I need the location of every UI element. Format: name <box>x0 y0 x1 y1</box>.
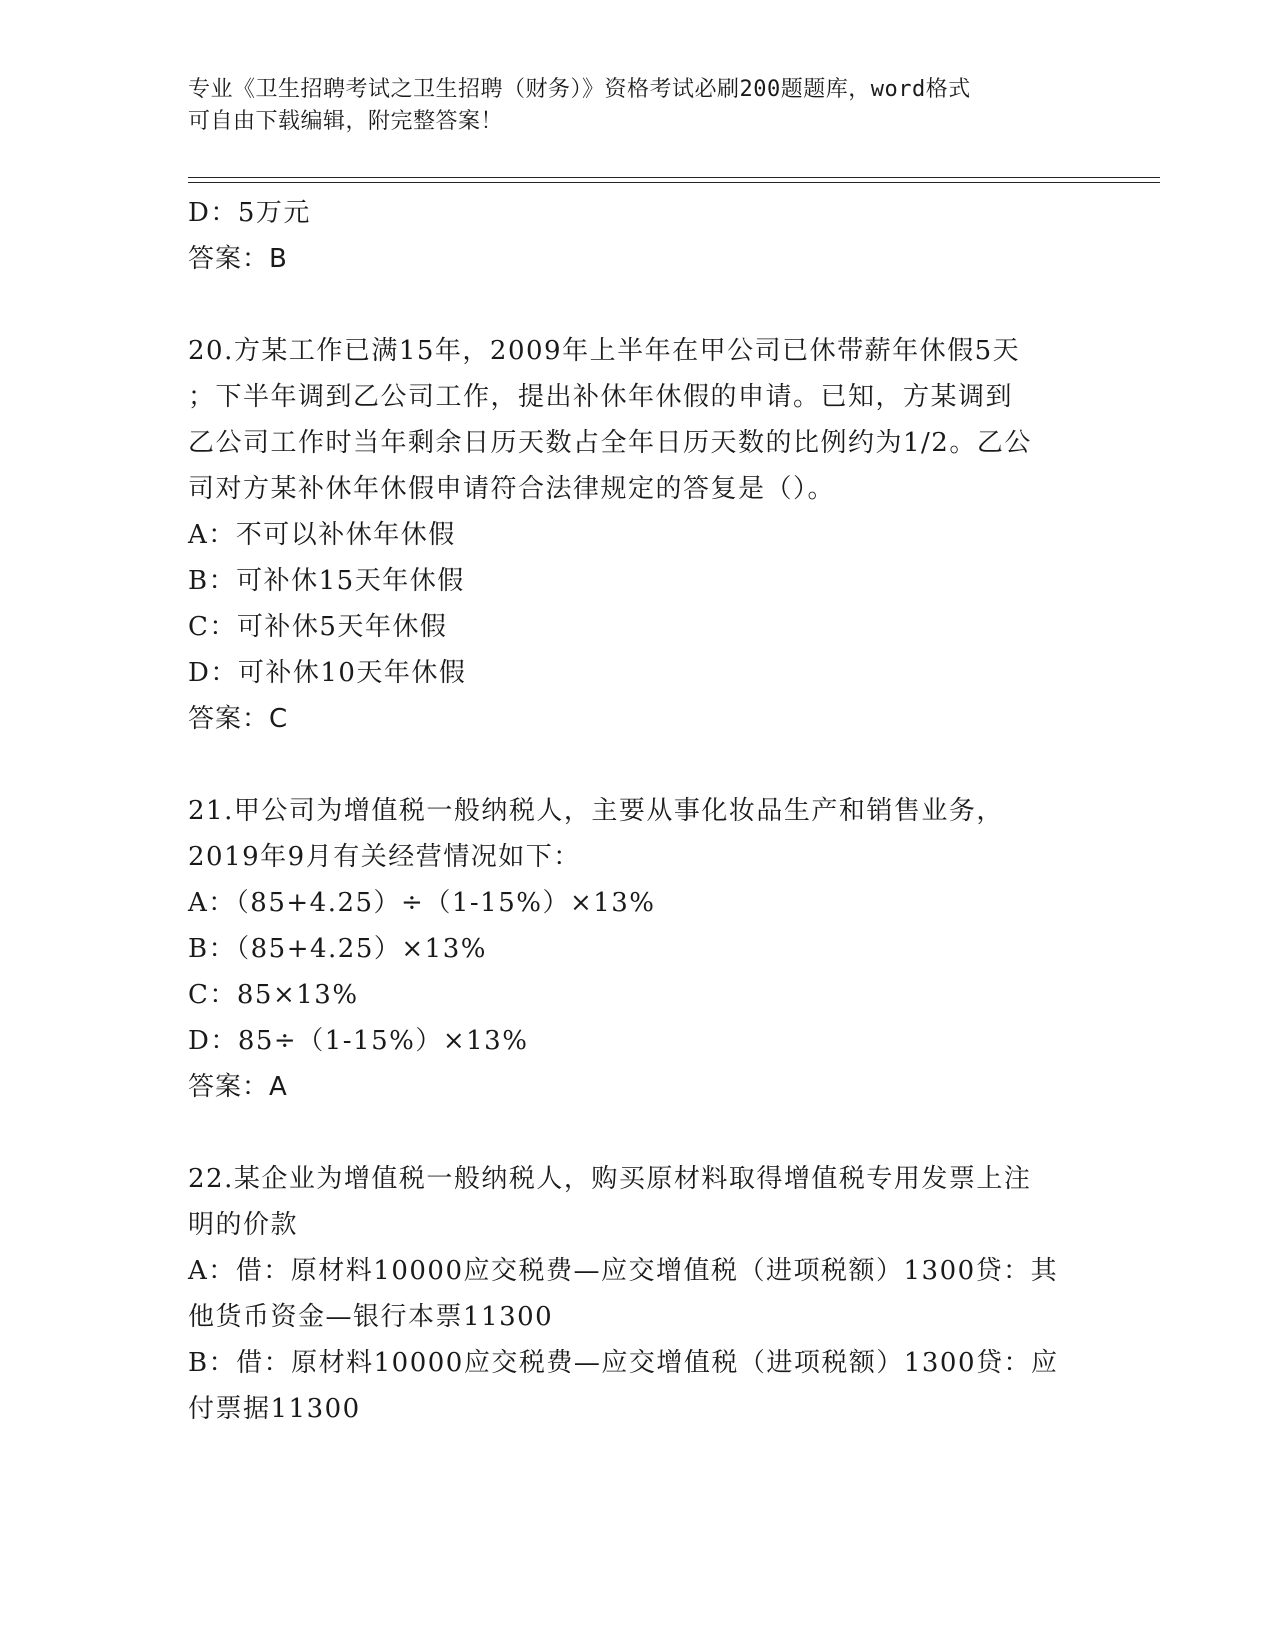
answer: 答案：C <box>188 704 289 734</box>
question-stem-line: 20.方某工作已满15年，2009年上半年在甲公司已休带薪年休假5天 <box>188 336 1021 366</box>
header-title-line-2: 可自由下载编辑，附完整答案！ <box>188 109 504 134</box>
option-a: A：（85+4.25）÷（1-15%）×13% <box>188 888 656 918</box>
header-divider-top <box>188 177 1160 178</box>
question-20 <box>188 328 1088 742</box>
option-b: B：（85+4.25）×13% <box>188 934 487 964</box>
header-divider-bottom <box>188 182 1160 183</box>
option-c: C：可补休5天年休假 <box>188 612 448 642</box>
previous-question-tail <box>188 190 1088 282</box>
option-a-continued: 他货币资金—银行本票11300 <box>188 1302 554 1332</box>
option-b: B：借：原材料10000应交税费—应交增值税（进项税额）1300贷：应 <box>188 1348 1059 1378</box>
question-stem-line: 21.甲公司为增值税一般纳税人，主要从事化妆品生产和销售业务， <box>188 796 1004 826</box>
question-stem-line: ；下半年调到乙公司工作，提出补休年休假的申请。已知，方某调到 <box>188 382 1014 412</box>
spacer <box>188 742 1088 788</box>
spacer <box>188 1110 1088 1156</box>
option-d: D：5万元 <box>188 198 311 228</box>
option-d: D：85÷（1-15%）×13% <box>188 1026 529 1056</box>
question-22 <box>188 1156 1088 1432</box>
option-a: A：借：原材料10000应交税费—应交增值税（进项税额）1300贷：其 <box>188 1256 1059 1286</box>
question-stem-line: 司对方某补休年休假申请符合法律规定的答复是（）。 <box>188 474 836 504</box>
option-a: A：不可以补休年休假 <box>188 520 456 550</box>
option-d: D：可补休10天年休假 <box>188 658 467 688</box>
question-stem-line: 乙公司工作时当年剩余日历天数占全年日历天数的比例约为1/2。乙公 <box>188 428 1032 458</box>
document-body <box>188 190 1088 1432</box>
question-21 <box>188 788 1088 1110</box>
page-header <box>188 74 1068 138</box>
answer: 答案：B <box>188 244 288 274</box>
header-title-line-1: 专业《卫生招聘考试之卫生招聘（财务）》资格考试必刷200题题库，word格式 <box>188 77 971 102</box>
question-stem-line: 明的价款 <box>188 1210 299 1240</box>
answer: 答案：A <box>188 1072 288 1102</box>
question-stem-line: 22.某企业为增值税一般纳税人，购买原材料取得增值税专用发票上注 <box>188 1164 1032 1194</box>
option-b: B：可补休15天年休假 <box>188 566 465 596</box>
spacer <box>188 282 1088 328</box>
option-c: C：85×13% <box>188 980 359 1010</box>
option-b-continued: 付票据11300 <box>188 1394 361 1424</box>
question-stem-line: 2019年9月有关经营情况如下： <box>188 842 581 872</box>
